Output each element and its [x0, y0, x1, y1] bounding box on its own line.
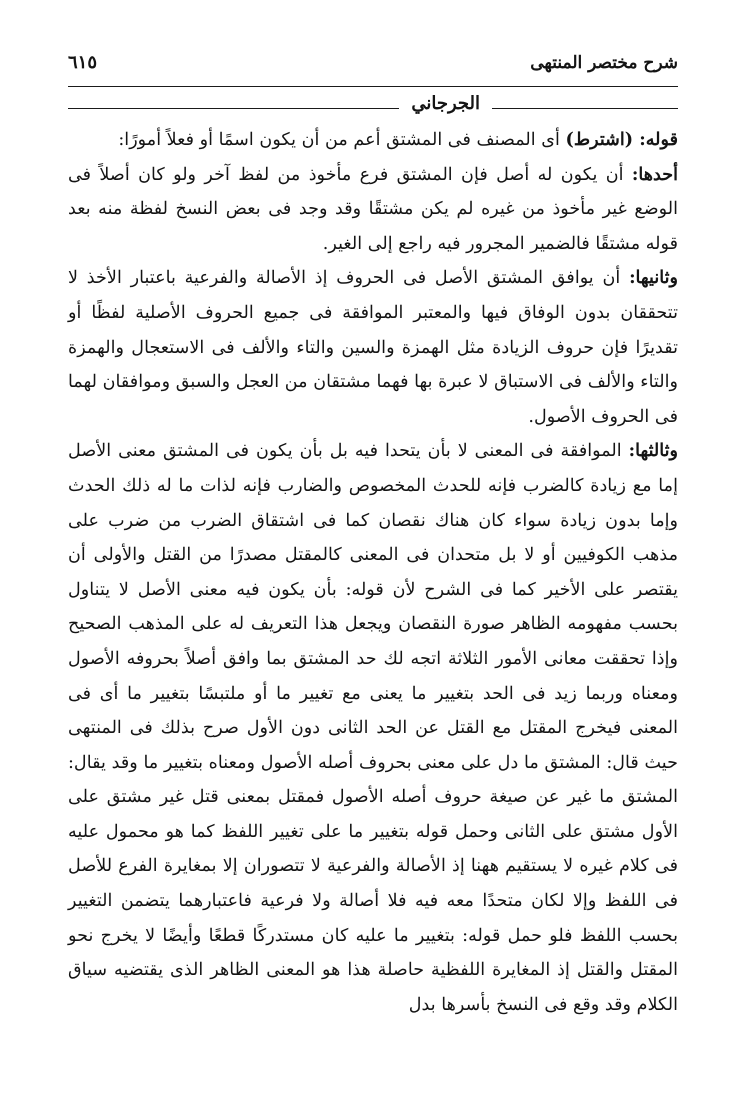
divider-line: [68, 108, 678, 109]
page-number: ٦١٥: [68, 52, 98, 73]
paragraph-intro: [68, 123, 678, 158]
paragraph-first: [68, 158, 678, 262]
paragraph-second: [68, 261, 678, 434]
body-text: [68, 123, 678, 1022]
section-divider: [68, 91, 678, 127]
paragraph-text: أن يكون له أصل فإن المشتق فرع مأخوذ من لفظ آخر ولو كان أصلاً فى الوضع غير مأخوذ من غيره لم يكن مشتقًا وقد وجد فى بعض النسخ لفظة منه بعد قوله مشتقًا فالضمير المجرور فيه راجع إلى الغير.: [68, 164, 678, 254]
running-head: [68, 52, 678, 87]
paragraph-lead: وثانيها:: [629, 267, 678, 289]
paragraph-lead: وثالثها:: [628, 440, 678, 462]
paragraph-lead: قوله: (اشترط): [565, 129, 678, 150]
section-label: الجرجاني: [399, 93, 492, 114]
paragraph-text: أى المصنف فى المشتق أعم من أن يكون اسمًا أو فعلاً أمورًا:: [118, 130, 566, 150]
paragraph-text: أن يوافق المشتق الأصل فى الحروف إذ الأصالة والفرعية باعتبار الأخذ لا تتحققان بدون الوفاق فيها والمعتبر الموافقة فى جميع الحروف الأصلية لفظًا أو تقديرًا فإن حروف الزيادة مثل الهمزة والسين والتاء والألف فى الاستعجال والهمزة والتاء والألف فى الاستباق لا عبرة بها فهما مشتقان من العجل والسبق وموافقان لهما فى الحروف الأصول.: [68, 268, 678, 427]
paragraph-text: الموافقة فى المعنى لا بأن يتحدا فيه بل بأن يكون فى المشتق معنى الأصل إما مع زيادة كالضرب فإنه للحدث المخصوص والضارب فإنه لذات ما له ذلك الحدث وإما بدون زيادة سواء كان هناك نقصان كما فى اشتقاق الضرب من ضرب على مذهب الكوفيين أو لا بل متحدان فى المعنى كالمقتل مصدرًا من القتل والأولى أن يقتصر على الأخير كما فى الشرح لأن قوله: بأن يكون فيه معنى الأصل لا يتناول بحسب مفهومه الظاهر صورة النقصان ويجعل هذا التعريف له على المذهب الصحيح وإذا تحققت معانى الأمور الثلاثة اتجه لك حد المشتق بما وافق أصلاً بحروفه الأصول ومعناه وربما زيد فى الحد بتغيير ما يعنى مع تغيير ما أو ملتبسًا بتغيير ما أى فى المعنى فيخرج المقتل مع القتل عن الحد الثانى دون الأول صرح بذلك فى المنتهى حيث قال: المشتق ما دل على معنى بحروف أصله الأصول ومعناه بتغيير ما وقد يقال: المشتق ما غير عن صيغة حروف أصله الأصول فمقتل بمعنى قتل غير مشتق على الأول مشتق على الثانى وحمل قوله بتغيير ما على تغيير اللفظ كما هو محمول عليه فى كلام غيره لا يستقيم ههنا إذ الأصالة والفرعية لا تتصوران إلا بمغايرة الفرع للأصل فى اللفظ وإلا لكان متحدًا معه فيه فلا أصالة ولا فرعية فاعتبارهما يتضمن التغيير بحسب اللفظ فلو حمل قوله: بتغيير ما عليه كان مستدركًا قطعًا وأيضًا لا يخرج نحو المقتل والقتل إذ المغايرة اللفظية حاصلة هذا هو المعنى الظاهر الذى يقتضيه سياق الكلام وقد وقع فى النسخ بأسرها بدل: [68, 441, 678, 1015]
document-page: [68, 52, 678, 1022]
paragraph-lead: أحدها:: [631, 163, 678, 185]
paragraph-third: [68, 434, 678, 1022]
running-title: شرح مختصر المنتهى: [530, 53, 678, 73]
